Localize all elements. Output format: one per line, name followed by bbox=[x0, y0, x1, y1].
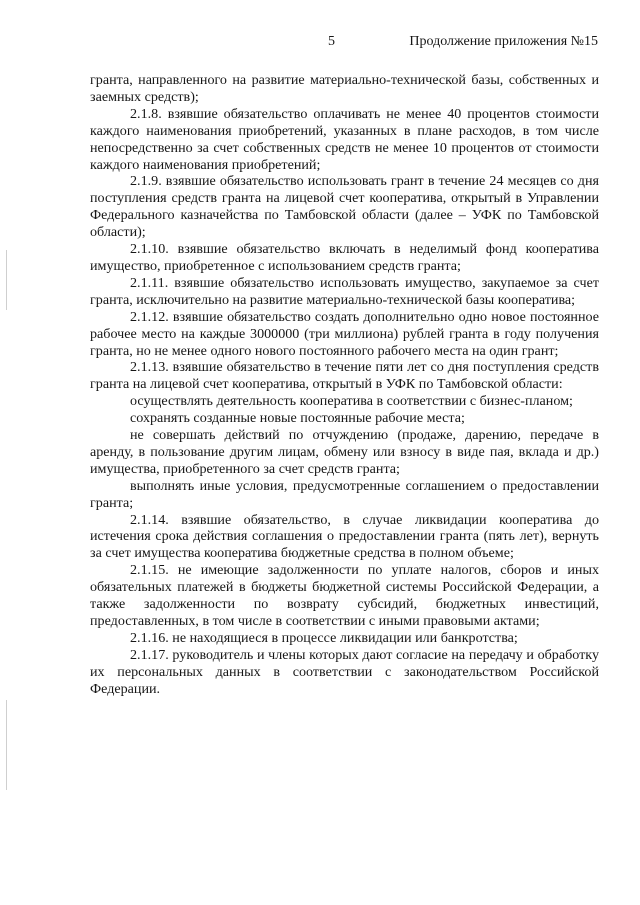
page-number: 5 bbox=[328, 34, 335, 49]
paragraph-2-1-12: 2.1.12. взявшие обязательство создать дополнительно одно новое постоянное рабочее место на каждые 3000000 (три миллиона) рублей гранта в году получения гранта, но не менее одного нового постоянного рабочего места на один грант; bbox=[90, 308, 599, 359]
paragraph-2-1-16: 2.1.16. не находящиеся в процессе ликвидации или банкротства; bbox=[130, 629, 518, 646]
paragraph-sub-conditions: выполнять иные условия, предусмотренные соглашением о предоставлении гранта; bbox=[90, 477, 599, 511]
paragraph-2-1-8: 2.1.8. взявшие обязательство оплачивать не менее 40 процентов стоимости каждого наименования приобретений, указанных в плане расходов, в том числе непосредственно за счет собственных средств не менее 10 процентов от стоимости каждого наименования приобретений; bbox=[90, 105, 599, 173]
paragraph-sub-alienation: не совершать действий по отчуждению (продаже, дарению, передаче в аренду, в пользование другим лицам, обмену или взносу в виде пая, вклада и др.) имущества, приобретенного за счет средств гранта; bbox=[90, 427, 599, 477]
page-header bbox=[0, 34, 640, 54]
appendix-continuation-title: Продолжение приложения №15 bbox=[409, 34, 598, 49]
paragraph-2-1-9: 2.1.9. взявшие обязательство использовать грант в течение 24 месяцев со дня поступления средств гранта на лицевой счет кооператива, открытый в Управлении Федерального казначейства по Тамбовской области (далее – УФК по Тамбовской области); bbox=[90, 173, 599, 241]
paragraph-2-1-17: 2.1.17. руководитель и члены которых дают согласие на передачу и обработку их персональных данных в соответствии с законодательством Российской Федерации. bbox=[90, 646, 599, 697]
paragraph-2-1-15: 2.1.15. не имеющие задолженности по уплате налогов, сборов и иных обязательных платежей в бюджеты бюджетной системы Российской Федерации, а также задолженности по возврату субсидий, бюджетных инвестиций, предоставленных, в том числе в соответствии с иными правовыми актами; bbox=[90, 562, 599, 629]
paragraph-sub-activity: осуществлять деятельность кооператива в соответствии с бизнес-планом; bbox=[130, 393, 573, 410]
paragraph-2-1-10: 2.1.10. взявшие обязательство включать в неделимый фонд кооператива имущество, приобретенное с использованием средств гранта; bbox=[90, 241, 599, 274]
paragraph-2-1-11: 2.1.11. взявшие обязательство использовать имущество, закупаемое за счет гранта, исключительно на развитие материально-технической базы кооператива; bbox=[90, 274, 599, 308]
paragraph-2-1-13: 2.1.13. взявшие обязательство в течение пяти лет со дня поступления средств гранта на лицевой счет кооператива, открытый в УФК по Тамбовской области: bbox=[90, 359, 599, 393]
paragraph-continuation: гранта, направленного на развитие материально-технической базы, собственных и заемных средств); bbox=[90, 72, 599, 105]
paragraph-2-1-14: 2.1.14. взявшие обязательство, в случае ликвидации кооператива до истечения срока действия соглашения о предоставлении гранта (пять лет), вернуть за счет имущества кооператива бюджетные средства в полном объеме; bbox=[90, 511, 599, 562]
scan-edge-mark bbox=[6, 700, 7, 790]
scan-edge-mark bbox=[6, 250, 7, 310]
document-body bbox=[90, 72, 599, 698]
paragraph-sub-jobs: сохранять созданные новые постоянные рабочие места; bbox=[130, 410, 465, 427]
